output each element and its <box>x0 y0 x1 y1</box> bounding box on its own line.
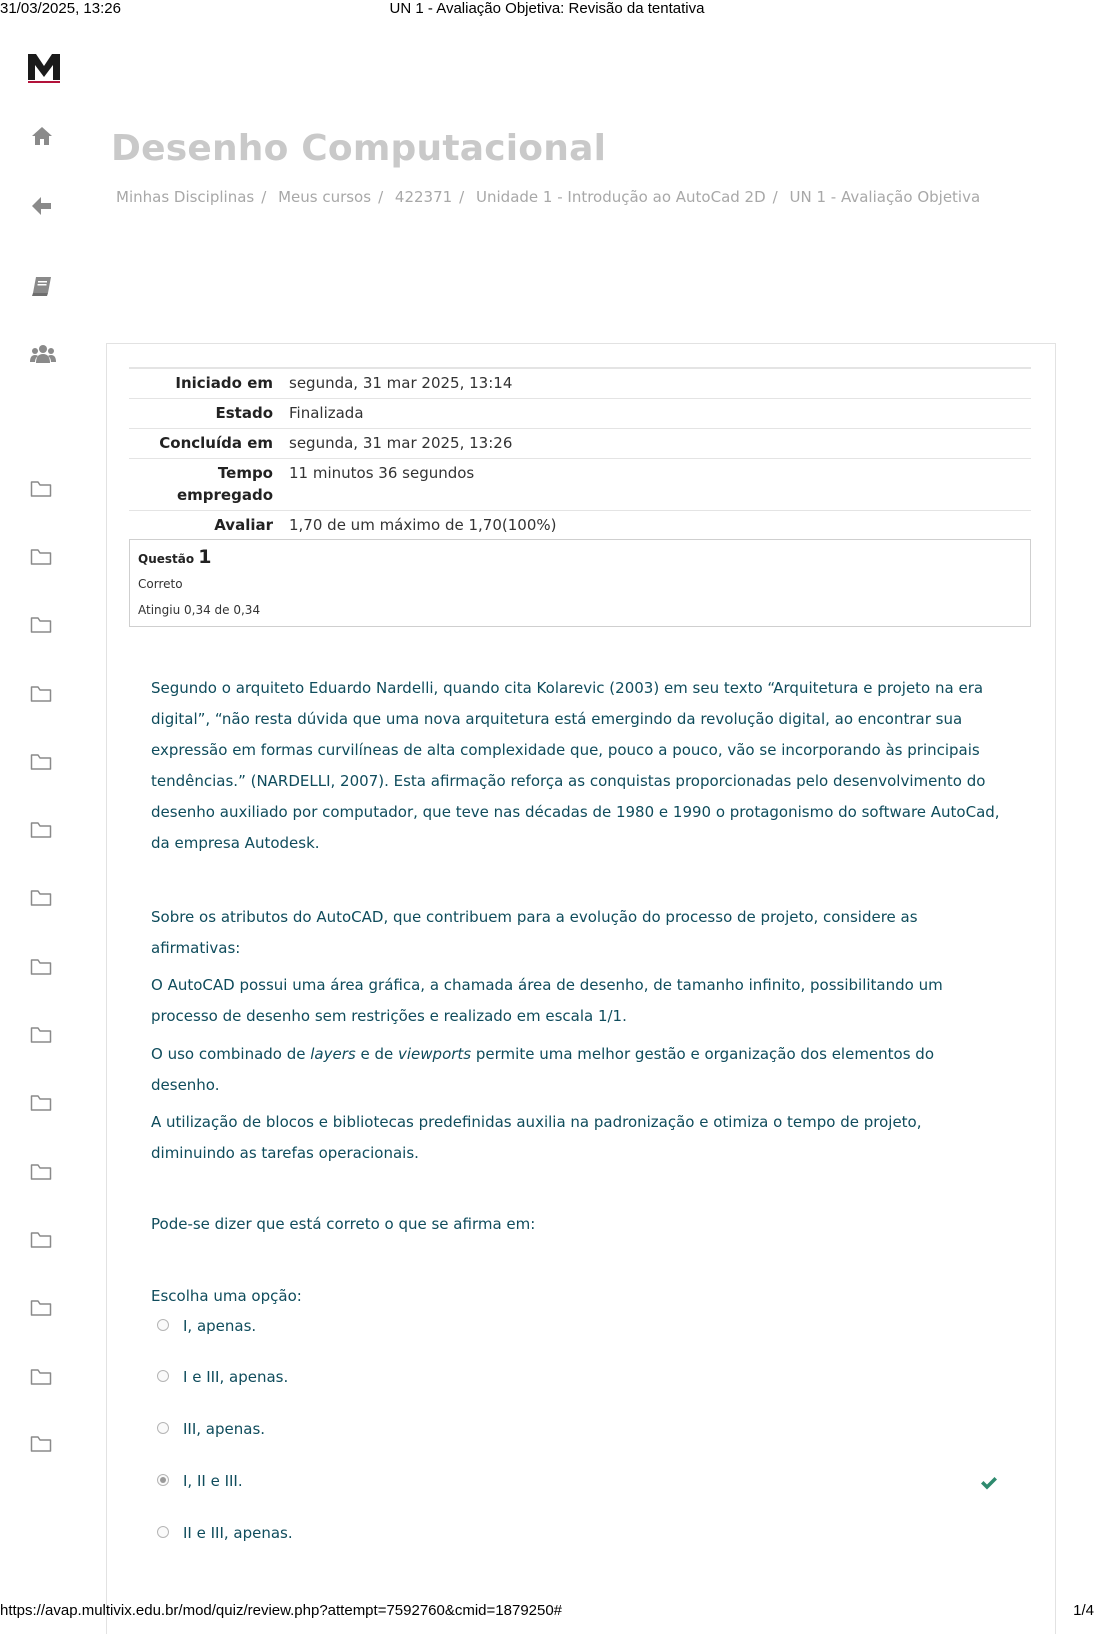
correct-check-icon <box>980 1475 998 1491</box>
affirmation-3: A utilização de blocos e bibliotecas predefinidas auxilia na padronização e otimiza o tempo de projeto, diminuindo as tarefas operacionais. <box>151 1113 922 1162</box>
breadcrumb-link[interactable]: Meus cursos <box>278 188 372 206</box>
summary-row <box>129 429 1031 459</box>
question-prefix: Questão <box>138 552 195 566</box>
breadcrumb-link[interactable]: 422371 <box>394 188 453 206</box>
answer-label[interactable]: III, apenas. <box>183 1420 266 1438</box>
question-text-paragraph: Segundo o arquiteto Eduardo Nardelli, quando cita Kolarevic (2003) em seu texto “Arquitetura e projeto na era digital”, “não resta dúvida que uma nova arquitetura está emergindo da revolução digital, ao encontrar sua expressão em formas curvilíneas de alta complexidade que, pouco a pouco, vão se incorporando às principais tendências.” (NARDELLI, 2007). Esta afirmação reforça as conquistas proporcionadas pelo desenvolvimento do desenho auxiliado por computador, que teve nas décadas de 1980 e 1990 o protagonismo do software AutoCad, da empresa Autodesk. <box>151 679 1000 852</box>
print-url: https://avap.multivix.edu.br/mod/quiz/review.php?attempt=7592760&cmid=1879250# <box>0 1602 563 1619</box>
attempt-summary-table <box>129 367 1031 541</box>
summary-value: Finalizada <box>289 404 364 422</box>
print-page-title: UN 1 - Avaliação Objetiva: Revisão da tentativa <box>389 0 705 17</box>
folder-icon[interactable] <box>30 1094 56 1120</box>
folder-icon[interactable] <box>30 1231 56 1257</box>
summary-row <box>129 369 1031 399</box>
summary-label: Estado <box>215 404 273 422</box>
question-state: Correto <box>138 577 183 591</box>
affirmation-2-text: permite uma melhor gestão e organização dos elementos do desenho. <box>151 1045 935 1094</box>
breadcrumb-link[interactable]: UN 1 - Avaliação Objetiva <box>789 188 981 206</box>
affirmation-2-term: layers <box>310 1045 356 1063</box>
breadcrumb-link[interactable]: Unidade 1 - Introdução ao AutoCad 2D <box>476 188 766 206</box>
summary-value: segunda, 31 mar 2025, 13:26 <box>289 434 513 452</box>
answer-radio[interactable] <box>157 1370 169 1382</box>
folder-icon[interactable] <box>30 889 56 915</box>
folder-icon[interactable] <box>30 958 56 984</box>
summary-value: 11 minutos 36 segundos <box>289 464 475 482</box>
folder-icon[interactable] <box>30 1163 56 1189</box>
page-title: Desenho Computacional <box>111 128 607 169</box>
folder-icon[interactable] <box>30 480 56 506</box>
summary-row <box>129 511 1031 541</box>
folder-icon[interactable] <box>30 753 56 779</box>
question-grade: Atingiu 0,34 de 0,34 <box>138 603 261 617</box>
summary-label: Iniciado em <box>175 374 273 392</box>
summary-value: 1,70 de um máximo de 1,70(100%) <box>289 516 557 534</box>
affirmation-2 <box>151 1039 1001 1101</box>
affirmation-2-text: O uso combinado de <box>151 1045 311 1063</box>
print-page-number: 1/4 <box>1073 1602 1094 1619</box>
summary-value: segunda, 31 mar 2025, 13:14 <box>289 374 513 392</box>
print-header <box>0 0 1094 20</box>
print-datetime: 31/03/2025, 13:26 <box>0 0 121 17</box>
question-number <box>138 546 212 568</box>
multivix-logo[interactable] <box>26 50 62 84</box>
breadcrumb-separator: / <box>261 188 267 206</box>
summary-label: Tempo empregado <box>176 464 273 504</box>
quiz-review-card <box>106 343 1056 1634</box>
answer-radio[interactable] <box>157 1526 169 1538</box>
answer-label[interactable]: II e III, apenas. <box>183 1524 293 1542</box>
breadcrumb-separator: / <box>772 188 778 206</box>
summary-label: Concluída em <box>159 434 273 452</box>
affirmation-2-term: viewports <box>398 1045 472 1063</box>
answer-radio[interactable] <box>157 1319 169 1331</box>
users-icon[interactable] <box>30 343 56 369</box>
question-number-value: 1 <box>198 546 212 568</box>
affirmation-2-text: e de <box>355 1045 399 1063</box>
answer-label[interactable]: I, apenas. <box>183 1317 257 1335</box>
breadcrumb-separator: / <box>459 188 465 206</box>
folder-icon[interactable] <box>30 1435 56 1461</box>
summary-row <box>129 459 1031 511</box>
sidebar <box>0 30 90 1590</box>
choose-option-prompt: Escolha uma opção: <box>151 1287 302 1305</box>
question-info-box <box>129 539 1031 627</box>
back-arrow-icon[interactable] <box>30 195 56 221</box>
folder-icon[interactable] <box>30 616 56 642</box>
question-text-paragraph: Sobre os atributos do AutoCAD, que contribuem para a evolução do processo de projeto, considere as afirmativas: <box>151 908 918 957</box>
breadcrumb <box>116 188 980 206</box>
answer-label[interactable]: I e III, apenas. <box>183 1368 289 1386</box>
breadcrumb-separator: / <box>378 188 384 206</box>
answer-radio-selected[interactable] <box>157 1474 169 1486</box>
folder-icon[interactable] <box>30 685 56 711</box>
affirmation-1: O AutoCAD possui uma área gráfica, a chamada área de desenho, de tamanho infinito, possibilitando um processo de desenho sem restrições e realizado em escala 1/1. <box>151 976 943 1025</box>
folder-icon[interactable] <box>30 1368 56 1394</box>
summary-label: Avaliar <box>214 516 273 534</box>
folder-icon[interactable] <box>30 1026 56 1052</box>
breadcrumb-link[interactable]: Minhas Disciplinas <box>116 188 255 206</box>
book-icon[interactable] <box>30 275 56 301</box>
answer-radio[interactable] <box>157 1422 169 1434</box>
summary-row <box>129 399 1031 429</box>
home-icon[interactable] <box>30 125 56 151</box>
folder-icon[interactable] <box>30 548 56 574</box>
answer-label[interactable]: I, II e III. <box>183 1472 243 1490</box>
folder-icon[interactable] <box>30 821 56 847</box>
print-footer <box>0 1602 1094 1622</box>
folder-icon[interactable] <box>30 1299 56 1325</box>
question-closing: Pode-se dizer que está correto o que se afirma em: <box>151 1215 536 1233</box>
